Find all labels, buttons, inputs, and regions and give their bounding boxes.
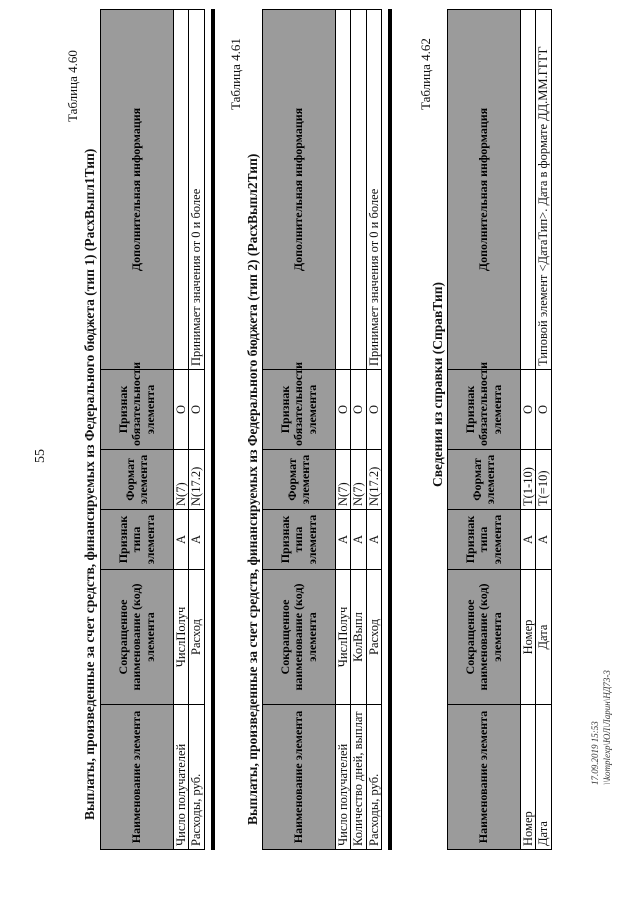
col-header-type: Признак типа элемента: [101, 510, 174, 570]
table-row: [336, 10, 351, 850]
cell-required: О: [521, 370, 536, 450]
col-header-format: Формат элемента: [263, 450, 336, 510]
footer-path: \\komplexp\ЮЛ\Ларин\НД73-3: [601, 670, 612, 785]
cell-code: ЧислПолуч: [336, 570, 351, 705]
col-header-required: Признак обязательности элемента: [101, 370, 174, 450]
cell-format: T(1-10): [521, 450, 536, 510]
cell-info: [351, 10, 366, 370]
table-4-61-title: Выплаты, произведенные за счет средств, финансируемых из Федерального бюджета (тип 2) (РасхВыпл2Тип): [245, 153, 260, 825]
cell-type: А: [521, 510, 536, 570]
col-header-info: Дополнительная информация: [448, 10, 521, 370]
cell-required: О: [366, 370, 381, 450]
col-header-name: Наименование элемента: [101, 705, 174, 850]
col-header-type: Признак типа элемента: [448, 510, 521, 570]
cell-name: Номер: [521, 705, 536, 850]
col-header-required: Признак обязательности элемента: [263, 370, 336, 450]
table-row: [536, 10, 551, 850]
table-row: [174, 10, 189, 850]
table-4-62-label: Таблица 4.62: [418, 38, 433, 110]
cell-name: Расходы, руб.: [366, 705, 381, 850]
col-header-format: Формат элемента: [448, 450, 521, 510]
cell-format: N(7): [336, 450, 351, 510]
cell-required: О: [536, 370, 551, 450]
col-header-type: Признак типа элемента: [263, 510, 336, 570]
table-row: [189, 10, 204, 850]
cell-info: [174, 10, 189, 370]
table-bottom-rule: [388, 9, 392, 850]
col-header-code: Сокращенное наименование (код) элемента: [448, 570, 521, 705]
cell-type: А: [366, 510, 381, 570]
table-4-61-label: Таблица 4.61: [228, 38, 243, 110]
cell-required: О: [189, 370, 204, 450]
table-4-60-label: Таблица 4.60: [65, 50, 80, 122]
cell-required: О: [174, 370, 189, 450]
col-header-code: Сокращенное наименование (код) элемента: [263, 570, 336, 705]
col-header-format: Формат элемента: [101, 450, 174, 510]
cell-info: [521, 10, 536, 370]
cell-type: А: [189, 510, 204, 570]
table-4-60: [100, 9, 205, 850]
cell-format: N(7): [174, 450, 189, 510]
cell-code: Дата: [536, 570, 551, 705]
cell-name: Число получателей: [336, 705, 351, 850]
col-header-code: Сокращенное наименование (код) элемента: [101, 570, 174, 705]
table-header-row: [101, 10, 174, 850]
footer-timestamp: 17.09.2019 15:53: [590, 721, 600, 785]
footer-stamp: [590, 670, 613, 785]
cell-info: Принимает значения от 0 и более: [366, 10, 381, 370]
cell-name: Число получателей: [174, 705, 189, 850]
cell-code: Расход: [366, 570, 381, 705]
col-header-name: Наименование элемента: [448, 705, 521, 850]
cell-code: ЧислПолуч: [174, 570, 189, 705]
table-bottom-rule: [211, 9, 215, 850]
table-4-61: [262, 9, 382, 850]
cell-required: О: [351, 370, 366, 450]
cell-type: А: [536, 510, 551, 570]
cell-format: T(=10): [536, 450, 551, 510]
col-header-name: Наименование элемента: [263, 705, 336, 850]
cell-name: Дата: [536, 705, 551, 850]
cell-code: КолВыпл: [351, 570, 366, 705]
cell-info: Типовой элемент <ДатаТип>. Дата в формате ДД.ММ.ГГГГ: [536, 10, 551, 370]
cell-name: Расходы, руб.: [189, 705, 204, 850]
table-4-62-title: Сведения из справки (СправТип): [430, 281, 445, 487]
cell-name: Количество дней, выплат: [351, 705, 366, 850]
cell-code: Расход: [189, 570, 204, 705]
col-header-required: Признак обязательности элемента: [448, 370, 521, 450]
table-header-row: [263, 10, 336, 850]
table-row: [366, 10, 381, 850]
cell-format: N(7): [351, 450, 366, 510]
cell-type: А: [336, 510, 351, 570]
table-row: [521, 10, 536, 850]
table-4-62: [447, 9, 552, 850]
cell-info: [336, 10, 351, 370]
col-header-info: Дополнительная информация: [101, 10, 174, 370]
table-row: [351, 10, 366, 850]
cell-format: N(17.2): [189, 450, 204, 510]
cell-info: Принимает значения от 0 и более: [189, 10, 204, 370]
cell-required: О: [336, 370, 351, 450]
cell-format: N(17.2): [366, 450, 381, 510]
cell-type: А: [174, 510, 189, 570]
table-header-row: [448, 10, 521, 850]
table-4-60-title: Выплаты, произведенные за счет средств, финансируемых из Федерального бюджета (тип 1) (РасхВыпл1Тип): [82, 148, 97, 820]
col-header-info: Дополнительная информация: [263, 10, 336, 370]
cell-type: А: [351, 510, 366, 570]
page-number: 55: [33, 449, 48, 463]
cell-code: Номер: [521, 570, 536, 705]
